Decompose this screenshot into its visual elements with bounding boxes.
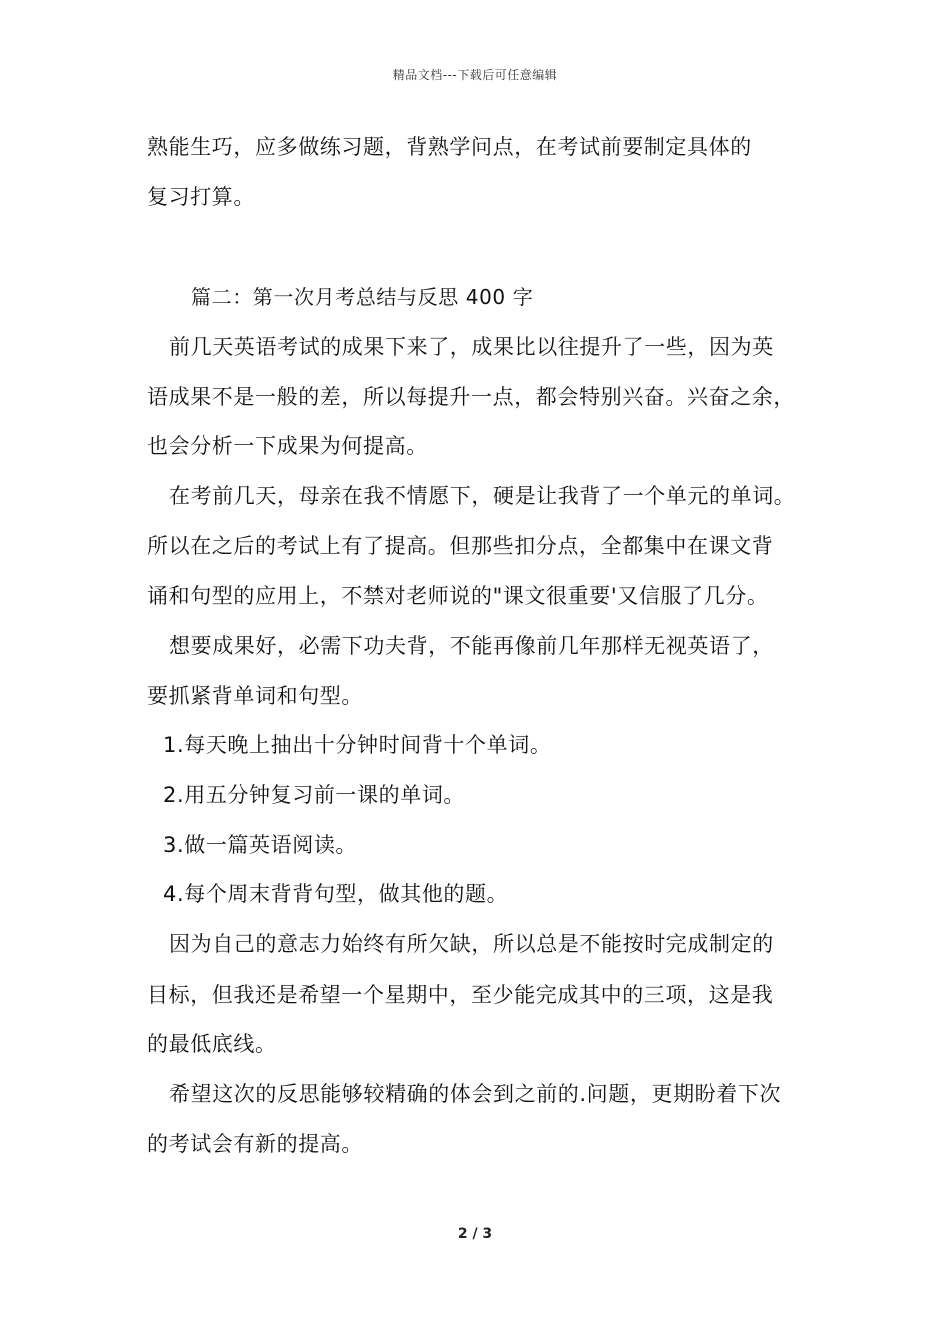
page-number: 2 / 3 bbox=[457, 1226, 493, 1242]
text-line: 想要成果好，必需下功夫背，不能再像前几年那样无视英语了， bbox=[169, 634, 774, 658]
text-line: 要抓紧背单词和句型。 bbox=[147, 684, 363, 708]
text-line: 语成果不是一般的差，所以每提升一点，都会特别兴奋。兴奋之余， bbox=[147, 385, 795, 409]
section-heading: 篇二：第一次月考总结与反思 400 字 bbox=[191, 285, 534, 309]
text-line: 目标，但我还是希望一个星期中，至少能完成其中的三项，这是我 bbox=[147, 983, 774, 1007]
list-item: 2.用五分钟复习前一课的单词。 bbox=[163, 783, 466, 807]
text-line: 前几天英语考试的成果下来了，成果比以往提升了一些，因为英 bbox=[169, 335, 774, 359]
list-item: 3.做一篇英语阅读。 bbox=[163, 833, 358, 857]
text-line: 所以在之后的考试上有了提高。但那些扣分点，全都集中在课文背 bbox=[147, 534, 774, 558]
text-line: 的最低底线。 bbox=[147, 1032, 277, 1056]
text-line: 也会分析一下成果为何提高。 bbox=[147, 434, 428, 458]
text-line: 诵和句型的应用上，不禁对老师说的"课文很重要'又信服了几分。 bbox=[147, 584, 769, 608]
text-line: 希望这次的反思能够较精确的体会到之前的.问题，更期盼着下次 bbox=[169, 1082, 782, 1106]
list-item: 4.每个周末背背句型，做其他的题。 bbox=[163, 882, 509, 906]
text-line: 的考试会有新的提高。 bbox=[147, 1132, 363, 1156]
list-item: 1.每天晚上抽出十分钟时间背十个单词。 bbox=[163, 733, 552, 757]
page-header: 精品文档---下载后可任意编辑 bbox=[392, 68, 558, 82]
text-line: 因为自己的意志力始终有所欠缺，所以总是不能按时完成制定的 bbox=[169, 932, 774, 956]
text-line: 在考前几天，母亲在我不情愿下，硬是让我背了一个单元的单词。 bbox=[169, 484, 796, 508]
text-line: 复习打算。 bbox=[147, 185, 255, 209]
text-line: 熟能生巧，应多做练习题，背熟学问点，在考试前要制定具体的 bbox=[147, 135, 752, 159]
